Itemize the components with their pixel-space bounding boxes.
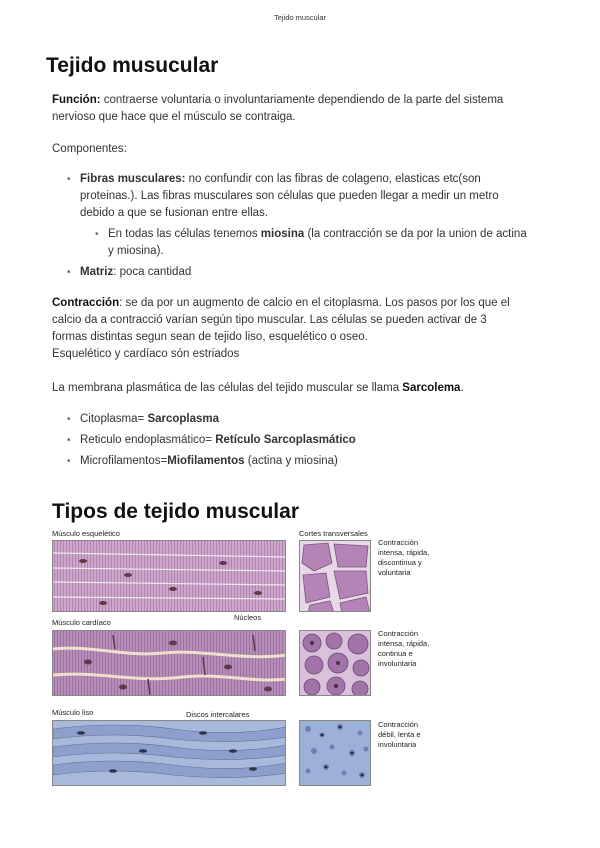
list-item-matriz: [66, 264, 566, 281]
membrana-pre: La membrana plasmática de las células del tejido muscular se llama: [52, 382, 403, 394]
cardiac-description: [378, 629, 448, 669]
contraccion-text-2: calcio da a contracció varían según tipo muscular. Las células se pueden activar de 3: [52, 314, 487, 326]
miosina-pre: En todas las células tenemos: [108, 228, 261, 240]
list-item-term: [66, 411, 566, 428]
page-title: Tejido musucular: [46, 54, 219, 77]
desc-line: Contracción: [378, 720, 419, 729]
list-item-miosina: [94, 226, 564, 260]
contraccion-paragraph: [52, 295, 510, 363]
cardiac-muscle-image: [52, 630, 286, 696]
fibras-text-2: proteinas.). Las fibras musculares son células que pueden llegar a medir un metro: [80, 190, 499, 202]
desc-line: continua e: [378, 649, 413, 658]
cardiac-cross-section-image: [299, 630, 371, 696]
muscle-types-figure: [52, 528, 444, 798]
skeletal-cross-drawing: [300, 541, 371, 612]
section-title-tipos: Tipos de tejido muscular: [52, 500, 299, 523]
label-cross-sections: Cortes transversales: [299, 529, 368, 538]
term-pre: Citoplasma=: [80, 413, 148, 425]
desc-line: involuntaria: [378, 740, 417, 749]
matriz-label: Matriz: [80, 266, 114, 278]
miosina-bold: miosina: [260, 228, 305, 240]
list-item-fibras: [66, 171, 566, 260]
smooth-cross-section-image: [299, 720, 371, 786]
membrana-bold: Sarcolema: [402, 382, 461, 394]
label-skeletal: Músculo esquelético: [52, 529, 120, 538]
membrana-post: .: [460, 382, 464, 394]
membrana-paragraph: [52, 380, 464, 397]
contraccion-text-3: formas distintas segun sean de tejido liso, esquelético o oseo.: [52, 331, 368, 343]
smooth-muscle-image: [52, 720, 286, 786]
term-bold: Retículo Sarcoplasmático: [215, 434, 356, 446]
desc-line: débil, lenta e: [378, 730, 421, 739]
smooth-cross-drawing: [300, 721, 371, 786]
label-nuclei: Núcleos: [234, 613, 262, 622]
contraccion-text-4: Esquelético y cardíaco són estriados: [52, 348, 240, 360]
funcion-label: Función:: [52, 94, 101, 106]
skeletal-muscle-drawing: [53, 541, 286, 612]
term-pre: Microfilamentos=: [80, 455, 168, 467]
term-bold: Miofilamentos: [167, 455, 245, 467]
contraccion-text-1: : se da por un augmento de calcio en el citoplasma. Los pasos por los que el: [119, 297, 510, 309]
fibras-text-3: debido a que se fusionan entre ellas.: [80, 207, 268, 219]
smooth-description: [378, 720, 448, 750]
term-post: (actina y miosina): [244, 455, 338, 467]
funcion-paragraph: [52, 92, 503, 126]
miosina-post: (la contracción se da por la union de actina: [304, 228, 527, 240]
funcion-text-2: nervioso que hace que el músculo se contraiga.: [52, 111, 296, 123]
fibras-sublist: [94, 226, 564, 260]
fibras-text-1: no confundir con las fibras de colageno, elasticas etc(son: [185, 173, 481, 185]
label-cardiac: Músculo cardíaco: [52, 618, 111, 627]
list-item-term: [66, 432, 566, 449]
matriz-text: : poca cantidad: [113, 266, 192, 278]
desc-line: involuntaria: [378, 659, 417, 668]
componentes-list: [66, 171, 566, 285]
fibras-label: Fibras musculares:: [80, 173, 186, 185]
skeletal-cross-section-image: [299, 540, 371, 612]
skeletal-muscle-image: [52, 540, 286, 612]
smooth-muscle-drawing: [53, 721, 286, 786]
componentes-label: Componentes:: [52, 143, 127, 155]
terms-list: [66, 411, 566, 474]
contraccion-label: Contracción: [52, 297, 120, 309]
miosina-line2: y miosina).: [108, 245, 164, 257]
cardiac-muscle-drawing: [53, 631, 286, 696]
label-intercalated-discs: Discos intercalares: [186, 710, 250, 719]
funcion-text-1: contraerse voluntaria o involuntariamente dependiendo de la parte del sistema: [100, 94, 504, 106]
desc-line: Contracción: [378, 629, 419, 638]
label-smooth: Músculo liso: [52, 708, 94, 717]
desc-line: intensa, rápida,: [378, 639, 430, 648]
page-header: Tejido muscular: [273, 13, 327, 22]
cardiac-cross-drawing: [300, 631, 371, 696]
term-bold: Sarcoplasma: [147, 413, 220, 425]
desc-line: discontinua y: [378, 558, 422, 567]
list-item-term: [66, 453, 566, 470]
desc-line: voluntaria: [378, 568, 411, 577]
desc-line: intensa, rápida,: [378, 548, 430, 557]
term-pre: Reticulo endoplasmático=: [80, 434, 216, 446]
skeletal-description: [378, 538, 448, 578]
desc-line: Contracción: [378, 538, 419, 547]
